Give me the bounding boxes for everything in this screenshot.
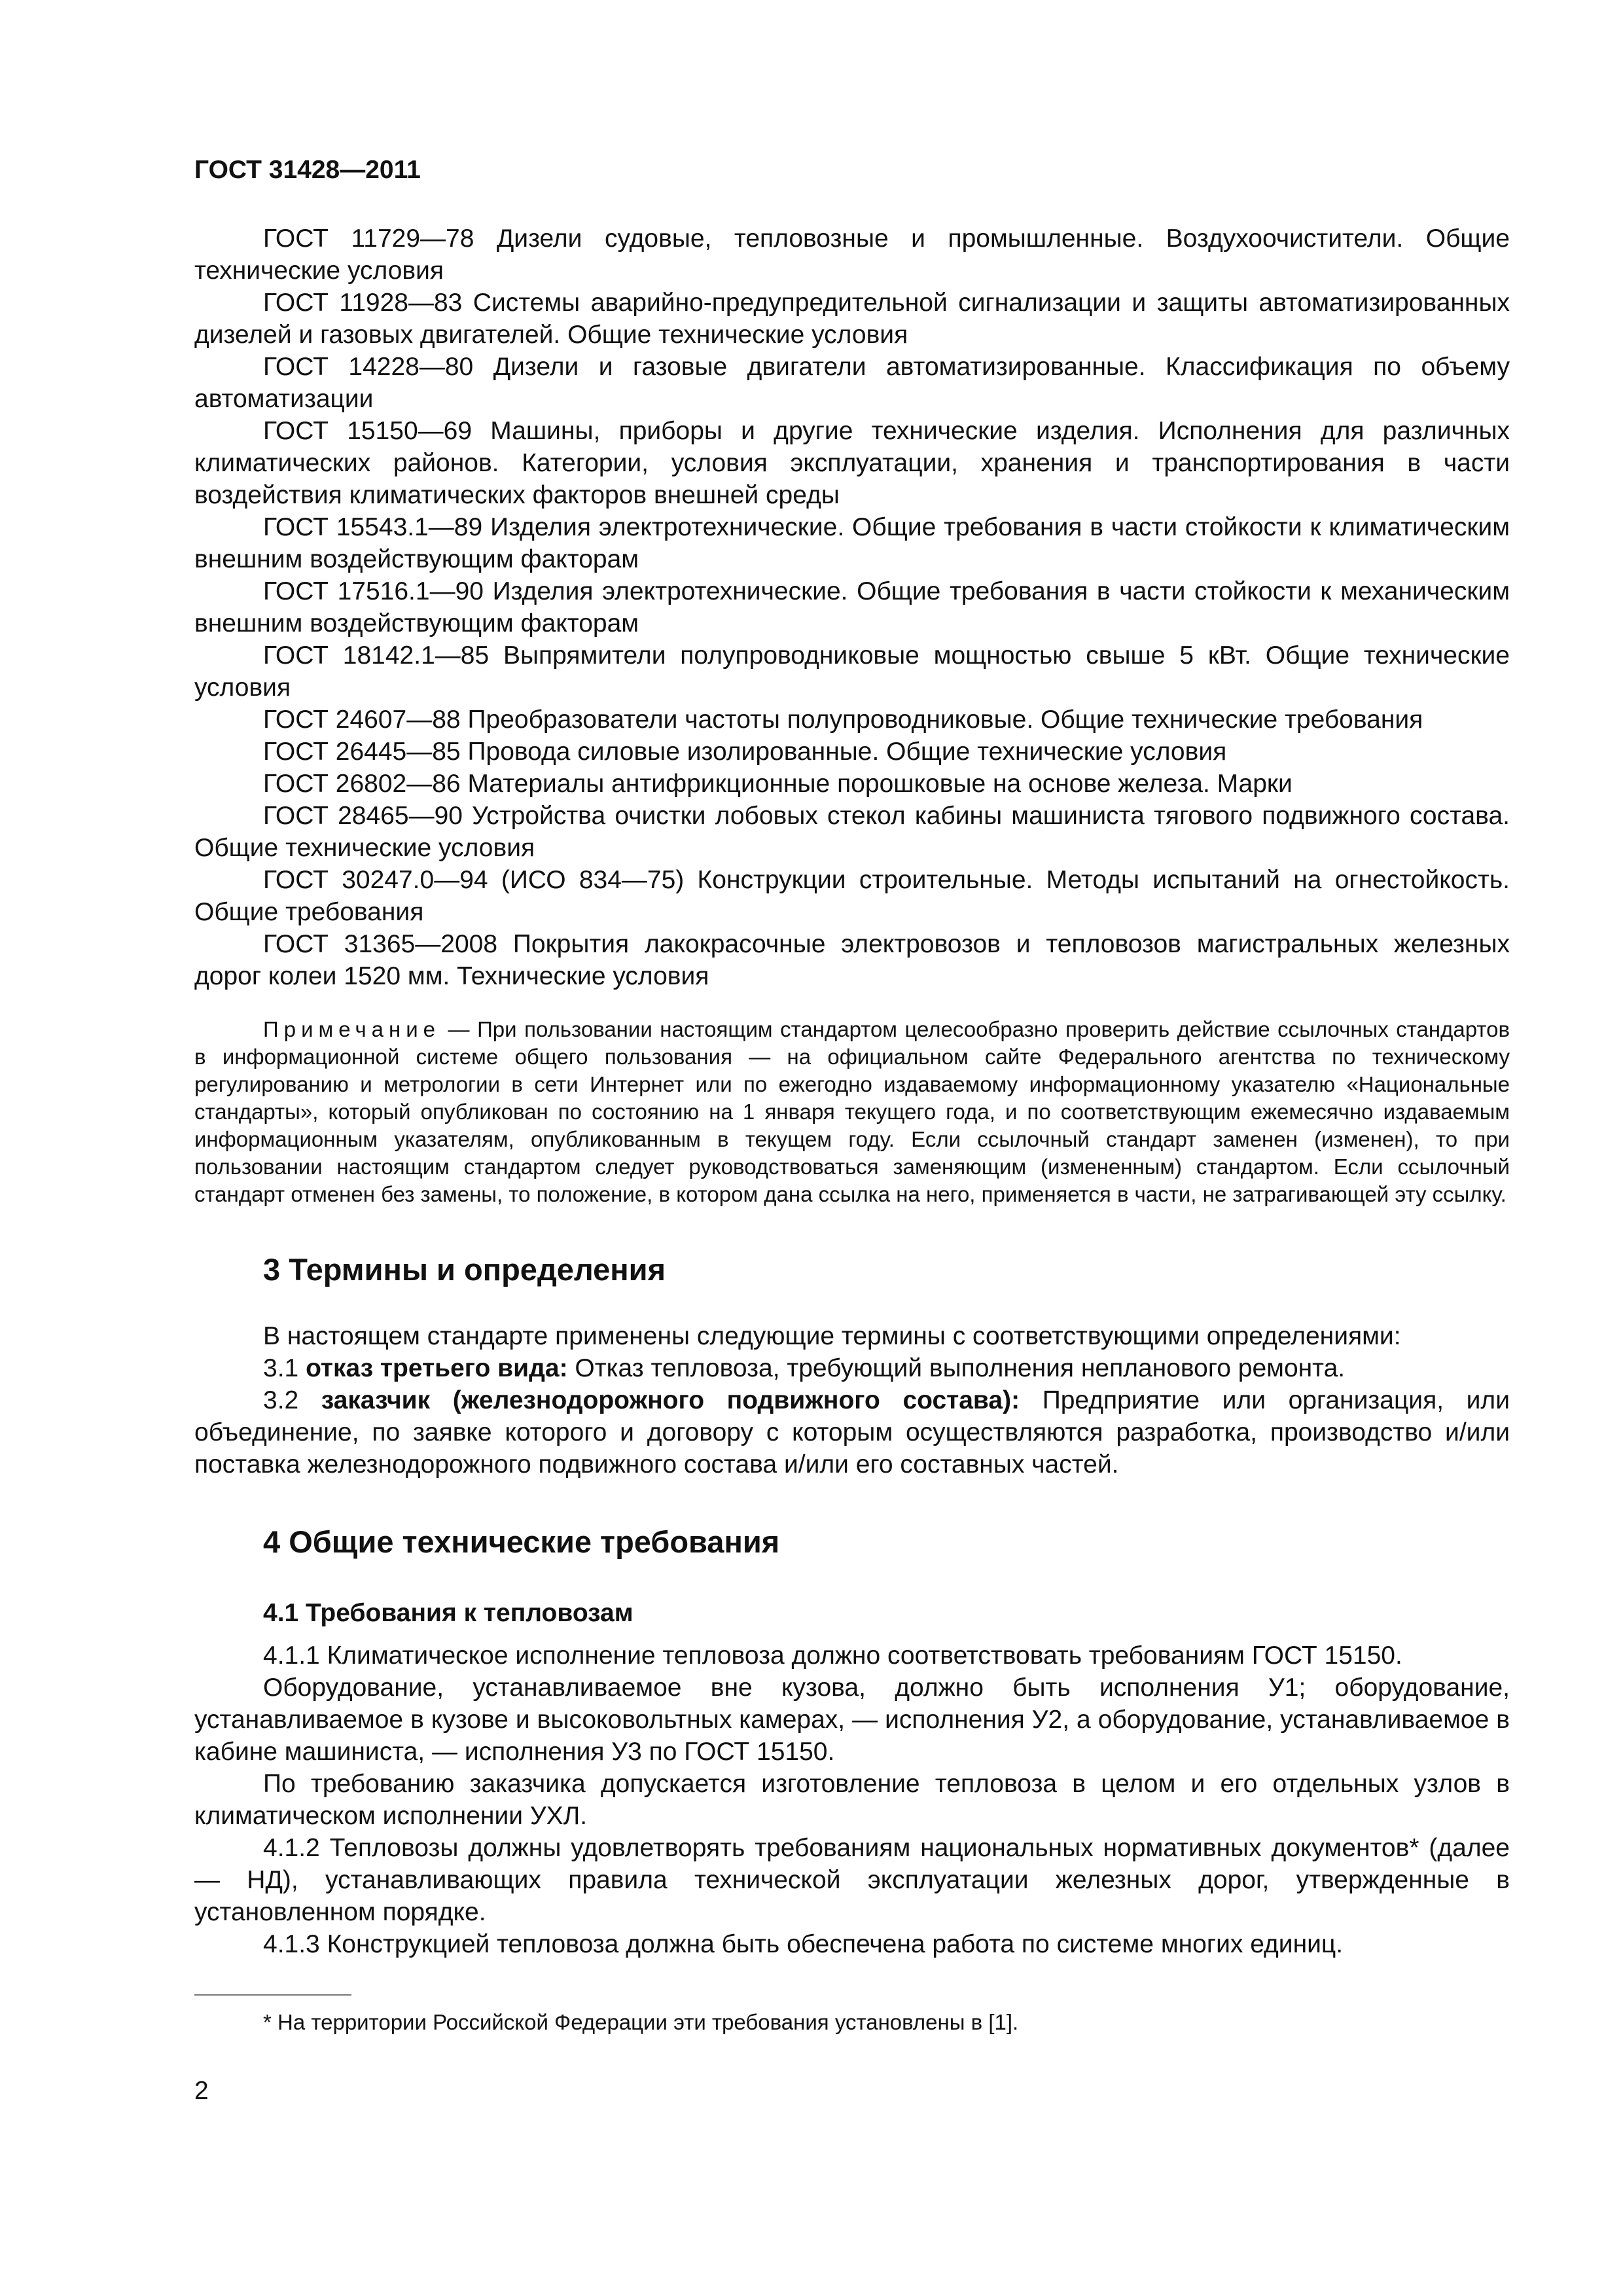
reference-item: ГОСТ 31365—2008 Покрытия лакокрасочные электровозов и тепловозов магистральных железных дорог колеи 1520 мм. Технические условия — [194, 930, 1510, 990]
reference-item: ГОСТ 15150—69 Машины, приборы и другие технические изделия. Исполнения для различных климатических районов. Категории, условия эксплуатации, хранения и транспортирования в части воздействия климатических факторов внешней среды — [194, 417, 1510, 509]
document-page — [194, 156, 1510, 2106]
reference-item: ГОСТ 18142.1—85 Выпрямители полупроводниковые мощностью свыше 5 кВт. Общие технические условия — [194, 641, 1510, 702]
reference-item: ГОСТ 24607—88 Преобразователи частоты полупроводниковые. Общие технические требования — [263, 706, 1423, 734]
term-name: отказ третьего вида: — [306, 1354, 568, 1382]
section-4-body — [194, 1640, 1510, 1960]
note-text: — При пользовании настоящим стандартом целесообразно проверить действие ссылочных стандартов в информационной системе общего пользования — на официальном сайте Федерального агентства по техническому регулированию и метрологии в сети Интернет или по ежегодно издаваемому информационному указателю «Национальные стандарты», который опубликован по состоянию на 1 января текущего года, и по соответствующим ежемесячно издаваемым информационным указателям, опубликованным в текущем году. Если ссылочный стандарт заменен (изменен), то при пользовании настоящим стандартом следует руководствоваться заменяющим (измененным) стандартом. Если ссылочный стандарт отменен без замены, то положение, в котором дана ссылка на него, применяется в части, не затрагивающей эту ссылку. — [194, 1017, 1510, 1206]
body-paragraph: 4.1.2 Тепловозы должны удовлетворять требованиям национальных нормативных документов* (далее — НД), устанавливающих правила технической эксплуатации железных дорог, утвержденные в установленном порядке. — [194, 1834, 1510, 1926]
footnote: * На территории Российской Федерации эти требования установлены в [1]. — [263, 2010, 1019, 2034]
body-paragraph: По требованию заказчика допускается изготовление тепловоза в целом и его отдельных узлов в климатическом исполнении УХЛ. — [194, 1770, 1510, 1830]
term-definition: 3.2 заказчик (железнодорожного подвижного состава): Предприятие или организация, или объединение, по заявке которого и договору с которым осуществляются разработка, производство и/или поставка железнодорожного подвижного состава и/или его составных частей. — [194, 1386, 1510, 1479]
term-definition: 3.1 отказ третьего вида: Отказ тепловоза, требующий выполнения непланового ремонта. — [263, 1354, 1346, 1382]
term-name: заказчик (железнодорожного подвижного состава): — [321, 1386, 1020, 1414]
document-code-header: ГОСТ 31428—2011 — [194, 156, 421, 184]
reference-item: ГОСТ 26445—85 Провода силовые изолированные. Общие технические условия — [263, 738, 1227, 766]
footnote-separator — [194, 1994, 351, 1996]
reference-item: ГОСТ 15543.1—89 Изделия электротехнические. Общие требования в части стойкости к климатическим внешним воздействующим факторам — [194, 513, 1510, 573]
body-paragraph: 4.1.1 Климатическое исполнение тепловоза должно соответствовать требованиям ГОСТ 15150. — [263, 1641, 1402, 1670]
reference-item: ГОСТ 14228—80 Дизели и газовые двигатели автоматизированные. Классификация по объему автоматизации — [194, 353, 1510, 413]
reference-item: ГОСТ 11928—83 Системы аварийно-предупредительной сигнализации и защиты автоматизированных дизелей и газовых двигателей. Общие технические условия — [194, 289, 1510, 349]
reference-item: ГОСТ 26802—86 Материалы антифрикционные порошковые на основе железа. Марки — [263, 770, 1293, 798]
reference-item: ГОСТ 11729—78 Дизели судовые, тепловозные и промышленные. Воздухоочистители. Общие технические условия — [194, 224, 1510, 285]
reference-item: ГОСТ 30247.0—94 (ИСО 834—75) Конструкции строительные. Методы испытаний на огнестойкость. Общие требования — [194, 866, 1510, 926]
section-3-intro: В настоящем стандарте применены следующие термины с соответствующими определениями: — [263, 1322, 1401, 1350]
section-4-heading: 4 Общие технические требования — [263, 1524, 780, 1559]
page-number: 2 — [194, 2077, 209, 2105]
references-note — [194, 1016, 1510, 1208]
subsection-4-1-heading: 4.1 Требования к тепловозам — [263, 1599, 633, 1627]
normative-references — [194, 223, 1510, 992]
body-paragraph: Оборудование, устанавливаемое вне кузова, должно быть исполнения У1; оборудование, устанавливаемое в кузове и высоковольтных камерах, — исполнения У2, а оборудование, устанавливаемое в кабине машиниста, — исполнения У3 по ГОСТ 15150. — [194, 1674, 1510, 1766]
note-label: Примечание — [263, 1017, 441, 1041]
body-paragraph: 4.1.3 Конструкцией тепловоза должна быть обеспечена работа по системе многих единиц. — [263, 1930, 1344, 1958]
section-3-heading: 3 Термины и определения — [263, 1252, 666, 1287]
reference-item: ГОСТ 17516.1—90 Изделия электротехнические. Общие требования в части стойкости к механическим внешним воздействующим факторам — [194, 577, 1510, 637]
section-3-body — [194, 1320, 1510, 1480]
reference-item: ГОСТ 28465—90 Устройства очистки лобовых стекол кабины машиниста тягового подвижного состава. Общие технические условия — [194, 802, 1510, 862]
